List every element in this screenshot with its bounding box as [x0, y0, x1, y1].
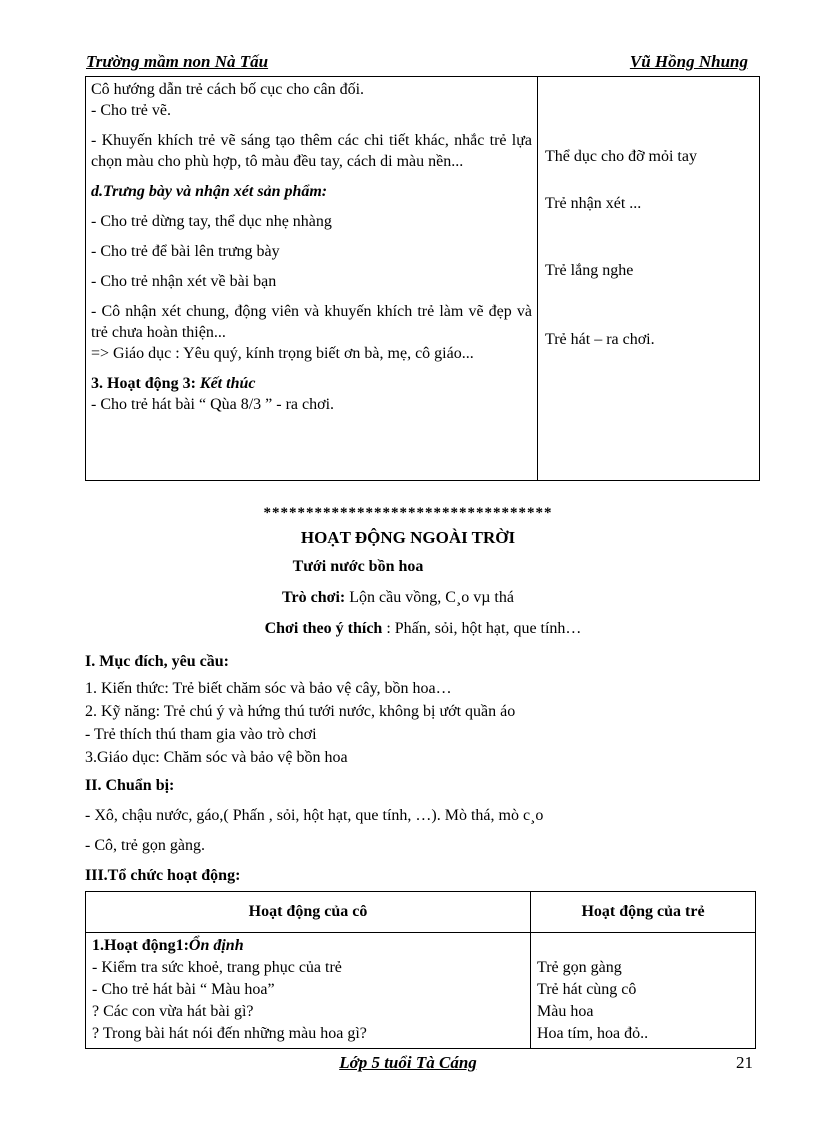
list-item: 1. Kiến thức: Trẻ biết chăm sóc và bảo vệ cây, bồn hoa…: [85, 680, 452, 697]
page-footer: Lớp 5 tuổi Tà Cáng: [339, 1053, 477, 1072]
list-item: 2. Kỹ năng: Trẻ chú ý và hứng thú tưới nước, không bị ướt quần áo: [85, 703, 516, 720]
text-line: - Cho trẻ hát bài “ Qùa 8/3 ” - ra chơi.: [91, 396, 335, 413]
child-activity: Thể dục cho đỡ mỏi tay: [545, 148, 697, 165]
text-line: ? Các con vừa hát bài gì?: [92, 1003, 254, 1020]
text-line: Cô hướng dẫn trẻ cách bố cục cho cân đối.: [91, 81, 365, 98]
child-activity: Trẻ hát – ra chơi.: [545, 331, 655, 348]
text-line: ? Trong bài hát nói đến những màu hoa gì?: [92, 1025, 367, 1042]
section-title: I. Mục đích, yêu cầu:: [85, 653, 229, 670]
child-activity: Trẻ gọn gàng: [537, 959, 622, 976]
column-header: Hoạt động của cô: [86, 892, 531, 933]
text-line: => Giáo dục : Yêu quý, kính trọng biết ơn bà, mẹ, cô giáo...: [91, 345, 474, 362]
section-list: [85, 677, 755, 769]
text-line: - Cho trẻ để bài lên trưng bày: [91, 243, 280, 260]
teacher-activities-cell: [86, 933, 531, 1049]
text-line: - Cho trẻ vẽ.: [91, 102, 171, 119]
list-item: - Xô, chậu nước, gáo,( Phấn , sỏi, hột hạt, que tính, …). Mò thá, mò c¸o: [85, 807, 544, 824]
text-line: - Cho trẻ dừng tay, thể dục nhẹ nhàng: [91, 213, 332, 230]
list-item: - Trẻ thích thú tham gia vào trò chơi: [85, 726, 317, 743]
teacher-activities-cell: [86, 77, 538, 481]
activity-heading: 3. Hoạt động 3: Kết thúc: [91, 375, 256, 392]
activity-table: [85, 891, 756, 1049]
school-name: Trường mầm non Nà Tấu: [86, 52, 269, 71]
star-divider: **********************************: [263, 505, 553, 521]
page-header: [86, 52, 748, 77]
text-line: - Kiểm tra sức khoẻ, trang phục của trẻ: [92, 959, 342, 976]
text-line: - Cho trẻ nhận xét về bài bạn: [91, 273, 277, 290]
text-line: - Cô nhận xét chung, động viên và khuyến khích trẻ làm vẽ đẹp và trẻ chưa hoàn thiện...: [91, 303, 532, 341]
outdoor-subtitle: Tưới nước bồn hoa: [292, 558, 424, 575]
step-heading: 1.Hoạt động1:Ổn định: [92, 937, 244, 954]
teacher-name: Vũ Hồng Nhung: [629, 52, 748, 71]
column-header: Hoạt động của trẻ: [531, 892, 756, 933]
section-title: II. Chuẩn bị:: [85, 777, 175, 794]
game-line: Trò chơi: Lộn cầu vồng, C¸o vµ thá: [282, 589, 514, 606]
text-line: - Cho trẻ hát bài “ Màu hoa”: [92, 981, 275, 998]
child-activity: Màu hoa: [537, 1003, 594, 1020]
list-item: - Cô, trẻ gọn gàng.: [85, 837, 205, 854]
child-activity: Hoa tím, hoa đỏ..: [537, 1025, 649, 1042]
text-line: - Khuyến khích trẻ vẽ sáng tạo thêm các chi tiết khác, nhắc trẻ lựa chọn màu cho phù hợp, tô màu đều tay, cách di màu nền...: [91, 132, 532, 170]
child-activities-cell: [538, 77, 760, 481]
list-item: 3.Giáo dục: Chăm sóc và bảo vệ bồn hoa: [85, 749, 348, 766]
child-activity: Trẻ nhận xét ...: [545, 195, 642, 212]
child-activity: Trẻ hát cùng cô: [537, 981, 637, 998]
child-activities-cell: [531, 933, 756, 1049]
child-activity: Trẻ lắng nghe: [545, 262, 634, 279]
section-title: III.Tổ chức hoạt động:: [85, 867, 241, 884]
page-number: 21: [736, 1053, 753, 1072]
free-play-line: Chơi theo ý thích : Phấn, sỏi, hột hạt, que tính…: [264, 620, 582, 637]
subsection-heading: d.Trưng bày và nhận xét sản phẩm:: [91, 183, 328, 200]
activity-table-continued: [85, 76, 760, 481]
outdoor-title: HOẠT ĐỘNG NGOÀI TRỜI: [300, 528, 516, 547]
